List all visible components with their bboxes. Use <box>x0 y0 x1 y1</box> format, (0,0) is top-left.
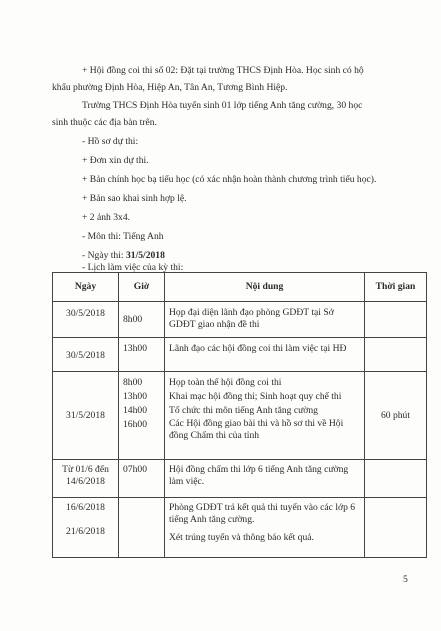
row-content: Họp đại diện lãnh đạo phòng GDĐT tại Sở GDĐT giao nhận đề thi <box>165 302 365 338</box>
row-content: Hội đồng chấm thi lớp 6 tiếng Anh tăng cường làm việc. <box>165 460 365 498</box>
row-time: 8h00 <box>119 302 165 338</box>
row-contents <box>165 498 365 558</box>
schedule-heading: - Lịch làm việc của kỳ thi: <box>82 262 184 273</box>
table-row <box>53 498 427 558</box>
row-times <box>119 372 165 460</box>
paragraph-council-2-line2: khẩu phường Định Hòa, Hiệp An, Tân An, Tương Bình Hiệp. <box>52 82 288 93</box>
row-dates <box>53 498 119 558</box>
row-content: Phòng GDĐT trả kết quả thi tuyển vào các lớp 6 tiếng Anh tăng cường. <box>169 502 356 525</box>
header-date: Ngày <box>53 273 119 302</box>
row-date: 21/6/2018 <box>66 526 105 537</box>
row-duration <box>365 460 427 498</box>
row-content: Lãnh đạo các hội đồng coi thi làm việc tại HĐ <box>165 338 365 372</box>
row-duration <box>365 302 427 338</box>
row-time: 14h00 <box>123 405 147 416</box>
dossier-item-photos: + 2 ảnh 3x4. <box>82 212 131 223</box>
row-duration <box>365 338 427 372</box>
row-duration <box>365 498 427 558</box>
row-date: 16/6/2018 <box>66 502 105 513</box>
row-content: Khai mạc hội đồng thi; Sinh hoạt quy chế thi <box>169 391 342 402</box>
row-content: Các Hội đồng giao bài thi và hồ sơ thi về Hội đồng Chấm thi của tỉnh <box>169 418 344 441</box>
row-duration: 60 phút <box>365 372 427 460</box>
row-time <box>119 498 165 558</box>
row-date: 31/5/2018 <box>53 372 119 460</box>
header-time: Giờ <box>119 273 165 302</box>
row-time: 13h00 <box>123 391 147 402</box>
row-time: 13h00 <box>119 338 165 372</box>
dossier-item-transcript: + Bản chính học bạ tiểu học (có xác nhận hoàn thành chương trình tiểu học). <box>82 174 377 185</box>
row-content: Tổ chức thi môn tiếng Anh tăng cường <box>169 405 318 416</box>
paragraph-enrollment-line2: sinh thuộc các địa bàn trên. <box>52 117 157 128</box>
table-row <box>53 372 427 460</box>
row-date: 30/5/2018 <box>53 302 119 338</box>
paragraph-council-2-line1: + Hội đồng coi thi số 02: Đặt tại trường THCS Định Hòa. Học sinh có hộ <box>82 65 364 76</box>
row-date: Từ 01/6 đến 14/6/2018 <box>53 460 119 498</box>
row-date: 30/5/2018 <box>53 338 119 372</box>
schedule-table <box>52 272 427 558</box>
table-row <box>53 338 427 372</box>
exam-date-value: 31/5/2018 <box>125 250 165 261</box>
row-time: 07h00 <box>119 460 165 498</box>
paragraph-enrollment-line1: Trường THCS Định Hòa tuyển sinh 01 lớp tiếng Anh tăng cường, 30 học <box>82 100 363 111</box>
row-contents <box>165 372 365 460</box>
dossier-item-application: + Đơn xin dự thi. <box>82 155 149 166</box>
exam-date <box>82 250 165 262</box>
row-time: 16h00 <box>123 419 147 430</box>
exam-subject: - Môn thi: Tiếng Anh <box>82 231 164 242</box>
row-content: Xét trúng tuyển và thông báo kết quả. <box>169 532 314 543</box>
dossier-heading: - Hồ sơ dự thi: <box>82 136 139 147</box>
header-duration: Thời gian <box>365 273 427 302</box>
row-time: 8h00 <box>123 377 143 388</box>
dossier-item-birth-certificate: + Bản sao khai sinh hợp lệ. <box>82 193 187 204</box>
row-content: Họp toàn thể hội đồng coi thi <box>169 377 282 388</box>
table-row <box>53 460 427 498</box>
page-number: 5 <box>403 574 408 585</box>
exam-date-label: - Ngày thi: <box>82 250 126 261</box>
table-header-row <box>53 273 427 302</box>
table-row <box>53 302 427 338</box>
header-content: Nội dung <box>165 273 365 302</box>
